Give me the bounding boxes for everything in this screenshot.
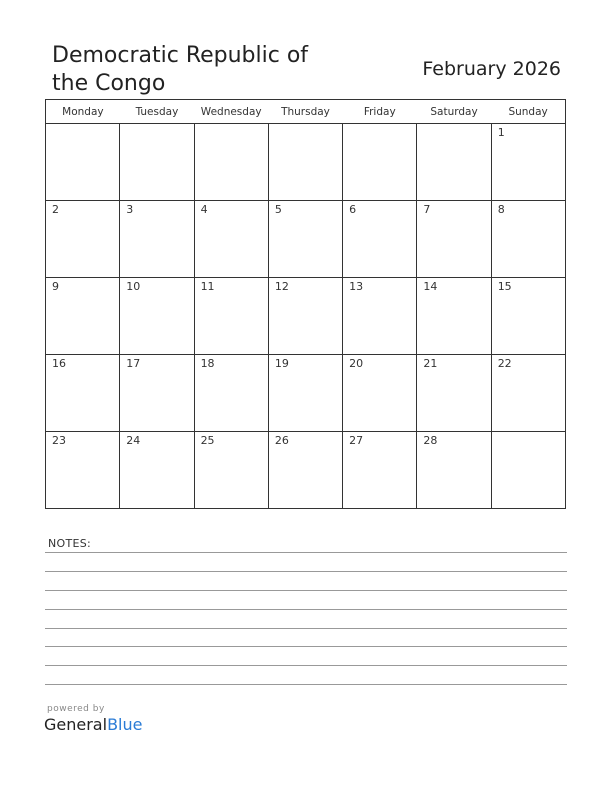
day-number	[195, 124, 268, 126]
day-cell	[417, 124, 491, 201]
day-cell	[491, 355, 565, 432]
day-cell	[343, 278, 417, 355]
day-number: 12	[274, 280, 289, 293]
title-line-2: the Congo	[52, 71, 166, 96]
day-number: 9	[52, 280, 59, 293]
weekday-header-row	[46, 100, 566, 124]
day-number	[46, 124, 119, 126]
day-cell	[120, 432, 194, 509]
brand-blue: Blue	[107, 715, 143, 734]
day-cell	[417, 278, 491, 355]
day-number	[120, 124, 193, 126]
day-cell	[491, 201, 565, 278]
day-number: 4	[200, 203, 208, 216]
day-number: 23	[52, 434, 66, 447]
note-line	[45, 609, 567, 610]
day-cell	[417, 355, 491, 432]
day-cell	[491, 432, 565, 509]
month-year-label: February 2026	[422, 58, 561, 80]
day-number: 13	[349, 280, 364, 293]
day-cell	[46, 201, 120, 278]
day-cell	[194, 355, 268, 432]
day-number: 15	[497, 280, 512, 293]
day-number: 6	[349, 203, 357, 216]
day-cell	[120, 201, 194, 278]
day-number: 22	[497, 357, 512, 370]
day-cell	[491, 278, 565, 355]
day-number: 10	[126, 280, 141, 293]
day-cell	[343, 432, 417, 509]
weekday-sunday: Sunday	[491, 100, 565, 124]
weekday-tuesday: Tuesday	[120, 100, 194, 124]
day-number: 17	[126, 357, 141, 370]
day-number: 5	[274, 203, 282, 216]
footer-logo	[44, 704, 142, 734]
weekday-thursday: Thursday	[268, 100, 342, 124]
day-number: 21	[423, 357, 438, 370]
weekday-wednesday: Wednesday	[194, 100, 268, 124]
day-cell	[120, 124, 194, 201]
week-row	[46, 124, 566, 201]
note-line	[45, 665, 567, 666]
day-cell	[194, 124, 268, 201]
day-number: 18	[200, 357, 215, 370]
week-row	[46, 201, 566, 278]
day-cell	[491, 124, 565, 201]
day-cell	[343, 124, 417, 201]
day-cell	[46, 278, 120, 355]
note-line	[45, 646, 567, 647]
day-number: 3	[126, 203, 134, 216]
day-cell	[46, 355, 120, 432]
brand-logo	[44, 715, 142, 734]
day-cell	[417, 201, 491, 278]
day-number	[492, 432, 565, 434]
page-title	[52, 42, 352, 98]
notes-label: NOTES:	[48, 537, 92, 550]
note-line	[45, 571, 567, 572]
weekday-saturday: Saturday	[417, 100, 491, 124]
note-line	[45, 628, 567, 629]
day-cell	[268, 278, 342, 355]
brand-general: General	[44, 715, 108, 734]
day-number: 25	[200, 434, 215, 447]
day-cell	[120, 278, 194, 355]
day-cell	[268, 124, 342, 201]
day-number: 8	[497, 203, 505, 216]
day-cell	[268, 432, 342, 509]
day-number	[269, 124, 342, 126]
day-number: 7	[423, 203, 431, 216]
day-number	[417, 124, 490, 126]
day-cell	[343, 201, 417, 278]
day-cell	[194, 201, 268, 278]
title-line-1: Democratic Republic of	[52, 43, 309, 68]
day-number: 1	[497, 126, 505, 139]
note-line	[45, 590, 567, 591]
week-row	[46, 355, 566, 432]
powered-by-text: powered by	[47, 704, 105, 714]
day-cell	[46, 432, 120, 509]
day-cell	[194, 432, 268, 509]
day-number: 24	[126, 434, 141, 447]
day-number: 2	[52, 203, 59, 216]
day-number: 19	[274, 357, 289, 370]
weekday-monday: Monday	[46, 100, 120, 124]
day-number: 14	[423, 280, 438, 293]
day-cell	[268, 201, 342, 278]
week-row	[46, 432, 566, 509]
note-line	[45, 684, 567, 685]
day-number: 27	[349, 434, 364, 447]
day-cell	[194, 278, 268, 355]
day-number: 11	[200, 280, 215, 293]
note-line	[45, 552, 567, 553]
week-row	[46, 278, 566, 355]
day-number: 28	[423, 434, 438, 447]
day-number: 26	[274, 434, 289, 447]
day-cell	[120, 355, 194, 432]
calendar-grid	[45, 99, 566, 509]
day-number: 20	[349, 357, 364, 370]
day-cell	[46, 124, 120, 201]
day-cell	[268, 355, 342, 432]
weekday-friday: Friday	[343, 100, 417, 124]
day-cell	[417, 432, 491, 509]
day-number: 16	[52, 357, 66, 370]
day-number	[343, 124, 416, 126]
day-cell	[343, 355, 417, 432]
